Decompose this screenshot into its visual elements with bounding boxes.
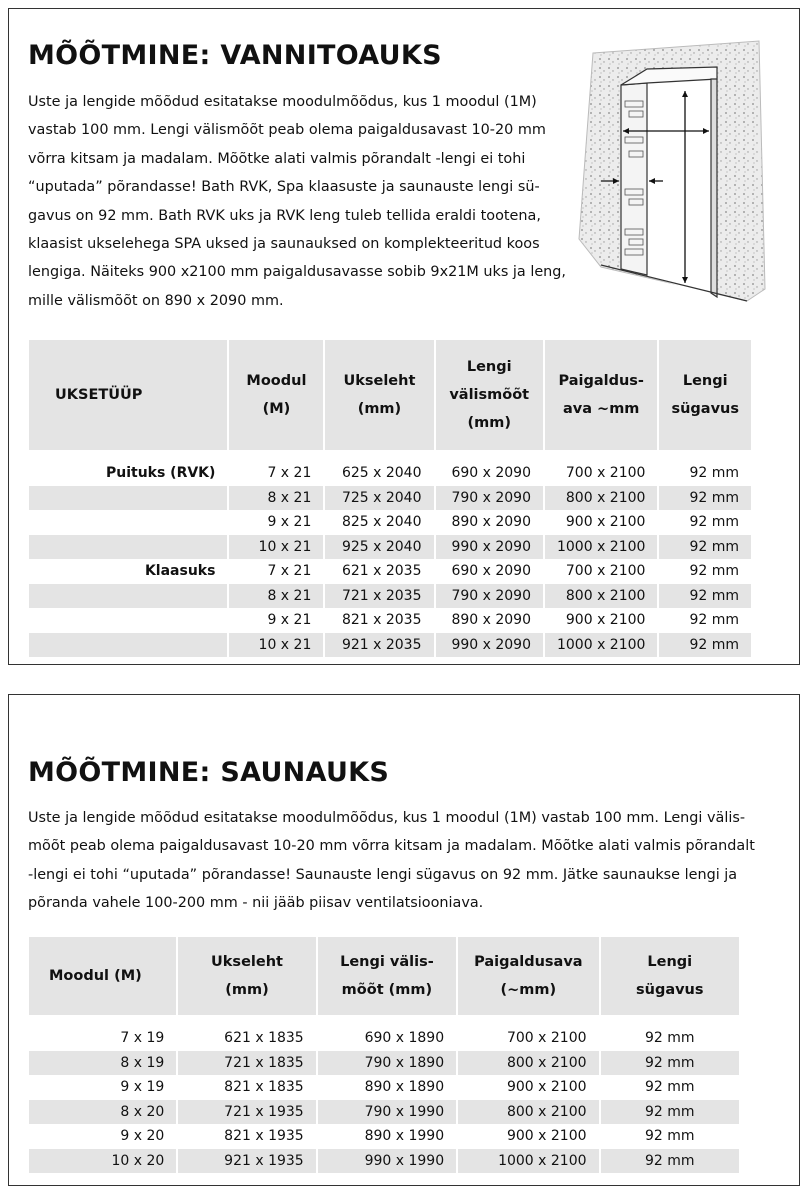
paragraph-line: võrra kitsam ja madalam. Mõõtke alati valmis põrandalt -lengi ei tohi (28, 150, 526, 167)
leaf-cell: 921 x 2035 (324, 633, 434, 658)
depth-cell: 92 mm (600, 1026, 739, 1051)
depth-cell: 92 mm (658, 535, 751, 560)
leaf-cell: 725 x 2040 (324, 486, 434, 511)
frame-cell: 790 x 1990 (317, 1100, 457, 1125)
frame-cell: 690 x 2090 (435, 461, 544, 486)
module-cell: 7 x 21 (228, 559, 324, 584)
depth-cell: 92 mm (658, 608, 751, 633)
sauna-door-table (29, 937, 739, 1173)
opening-cell: 900 x 2100 (457, 1075, 599, 1100)
door-type-cell (29, 633, 228, 658)
table-row (29, 1075, 739, 1100)
column-header: Paigaldus- ava ~mm (544, 340, 658, 450)
frame-cell: 890 x 2090 (435, 510, 544, 535)
depth-cell: 92 mm (658, 584, 751, 609)
table-header-row (29, 340, 751, 450)
paragraph-line: klaasist ukselehega SPA uksed ja saunauksed on komplekteeritud koos (28, 236, 540, 253)
bathroom-door-table (29, 340, 751, 657)
depth-cell: 92 mm (600, 1149, 739, 1174)
table-row (29, 608, 751, 633)
frame-cell: 890 x 1890 (317, 1075, 457, 1100)
sauna-door-panel (8, 694, 800, 1186)
opening-cell: 700 x 2100 (544, 461, 658, 486)
leaf-cell: 821 x 1835 (177, 1075, 316, 1100)
frame-cell: 690 x 1890 (317, 1026, 457, 1051)
leaf-cell: 721 x 1935 (177, 1100, 316, 1125)
depth-cell: 92 mm (658, 510, 751, 535)
depth-cell: 92 mm (600, 1075, 739, 1100)
module-cell: 10 x 20 (29, 1149, 177, 1174)
leaf-cell: 621 x 2035 (324, 559, 434, 584)
door-type-cell (29, 608, 228, 633)
table-row (29, 461, 751, 486)
opening-cell: 900 x 2100 (544, 510, 658, 535)
table-row (29, 559, 751, 584)
section-title: MÕÕTMINE: VANNITOAUKS (28, 40, 442, 71)
leaf-cell: 625 x 2040 (324, 461, 434, 486)
table-row (29, 1100, 739, 1125)
module-cell: 10 x 21 (228, 633, 324, 658)
paragraph-line: Uste ja lengide mõõdud esitatakse moodulmõõdus, kus 1 moodul (1M) vastab 100 mm. Lengi välis- (28, 810, 746, 826)
column-header: Lengi välis- mõõt (mm) (317, 937, 457, 1015)
depth-cell: 92 mm (658, 633, 751, 658)
depth-cell: 92 mm (658, 486, 751, 511)
module-cell: 7 x 21 (228, 461, 324, 486)
frame-cell: 790 x 2090 (435, 584, 544, 609)
paragraph-line: mõõt peab olema paigaldusavast 10-20 mm võrra kitsam ja madalam. Mõõtke alati valmis põrandalt (28, 838, 755, 855)
opening-cell: 700 x 2100 (457, 1026, 599, 1051)
door-type-cell (29, 510, 228, 535)
module-cell: 8 x 20 (29, 1100, 177, 1125)
leaf-cell: 621 x 1835 (177, 1026, 316, 1051)
table-row (29, 1051, 739, 1076)
paragraph-line: lengiga. Näiteks 900 x2100 mm paigaldusavasse sobib 9x21M uks ja leng, (28, 264, 567, 281)
column-header: UKSETÜÜP (29, 340, 228, 450)
frame-cell: 990 x 1990 (317, 1149, 457, 1174)
leaf-cell: 721 x 1835 (177, 1051, 316, 1076)
frame-cell: 790 x 1890 (317, 1051, 457, 1076)
table-row (29, 486, 751, 511)
door-type-cell: Puituks (RVK) (105, 465, 216, 482)
module-cell: 9 x 19 (120, 1079, 165, 1096)
leaf-cell: 821 x 1935 (177, 1124, 316, 1149)
door-type-cell: Klaasuks (144, 563, 216, 580)
frame-cell: 890 x 1990 (317, 1124, 457, 1149)
opening-cell: 800 x 2100 (544, 486, 658, 511)
opening-cell: 1000 x 2100 (544, 633, 658, 658)
table-header-row (29, 937, 739, 1015)
table-row (29, 1149, 739, 1174)
table-row (29, 535, 751, 560)
table-row (29, 584, 751, 609)
column-header: Lengi sügavus (658, 340, 751, 450)
column-header: Paigaldusava (~mm) (457, 937, 599, 1015)
opening-cell: 700 x 2100 (544, 559, 658, 584)
section-title: MÕÕTMINE: SAUNAUKS (28, 757, 390, 788)
frame-cell: 790 x 2090 (435, 486, 544, 511)
leaf-cell: 821 x 2035 (324, 608, 434, 633)
column-header: Ukseleht (mm) (177, 937, 316, 1015)
column-header: Ukseleht (mm) (324, 340, 434, 450)
door-frame-measurement-icon (571, 39, 767, 315)
leaf-cell: 825 x 2040 (324, 510, 434, 535)
paragraph-line: Uste ja lengide mõõdud esitatakse moodulmõõdus, kus 1 moodul (1M) (28, 94, 537, 110)
door-type-cell (29, 535, 228, 560)
column-header: Lengi sügavus (600, 937, 739, 1015)
leaf-cell: 921 x 1935 (177, 1149, 316, 1174)
module-cell: 8 x 19 (29, 1051, 177, 1076)
module-cell: 9 x 20 (120, 1128, 165, 1145)
paragraph-line: -lengi ei tohi “uputada” põrandasse! Saunauste lengi sügavus on 92 mm. Jätke saunaukse lengi ja (28, 866, 738, 883)
frame-cell: 990 x 2090 (435, 535, 544, 560)
opening-cell: 900 x 2100 (544, 608, 658, 633)
leaf-cell: 925 x 2040 (324, 535, 434, 560)
opening-cell: 1000 x 2100 (544, 535, 658, 560)
frame-cell: 990 x 2090 (435, 633, 544, 658)
opening-cell: 900 x 2100 (457, 1124, 599, 1149)
module-cell: 8 x 21 (228, 584, 324, 609)
leaf-cell: 721 x 2035 (324, 584, 434, 609)
table-row (29, 1026, 739, 1051)
opening-cell: 800 x 2100 (544, 584, 658, 609)
door-type-cell (29, 486, 228, 511)
depth-cell: 92 mm (600, 1051, 739, 1076)
bathroom-door-panel (8, 8, 800, 665)
paragraph-line: mille välismõõt on 890 x 2090 mm. (28, 292, 284, 309)
module-cell: 9 x 21 (228, 510, 324, 535)
module-cell: 8 x 21 (228, 486, 324, 511)
opening-cell: 1000 x 2100 (457, 1149, 599, 1174)
frame-cell: 890 x 2090 (435, 608, 544, 633)
door-type-cell (29, 584, 228, 609)
table-row (29, 510, 751, 535)
paragraph-line: “uputada” põrandasse! Bath RVK, Spa klaasuste ja saunauste lengi sü- (28, 179, 540, 196)
opening-cell: 800 x 2100 (457, 1051, 599, 1076)
column-header: Lengi välismõõt (mm) (435, 340, 544, 450)
paragraph-line: gavus on 92 mm. Bath RVK uks ja RVK leng tuleb tellida eraldi tootena, (28, 207, 541, 224)
module-cell: 7 x 19 (120, 1030, 165, 1047)
column-header: Moodul (M) (228, 340, 324, 450)
table-row (29, 633, 751, 658)
section-paragraph (28, 804, 755, 918)
paragraph-line: vastab 100 mm. Lengi välismõõt peab olema paigaldusavast 10-20 mm (28, 122, 546, 139)
module-cell: 9 x 21 (228, 608, 324, 633)
opening-cell: 800 x 2100 (457, 1100, 599, 1125)
depth-cell: 92 mm (600, 1124, 739, 1149)
depth-cell: 92 mm (658, 559, 751, 584)
section-paragraph (28, 88, 566, 315)
paragraph-line: põranda vahele 100-200 mm - nii jääb piisav ventilatsiooniava. (28, 895, 484, 912)
depth-cell: 92 mm (600, 1100, 739, 1125)
column-header: Moodul (M) (29, 937, 177, 1015)
module-cell: 10 x 21 (228, 535, 324, 560)
frame-cell: 690 x 2090 (435, 559, 544, 584)
depth-cell: 92 mm (658, 461, 751, 486)
table-row (29, 1124, 739, 1149)
